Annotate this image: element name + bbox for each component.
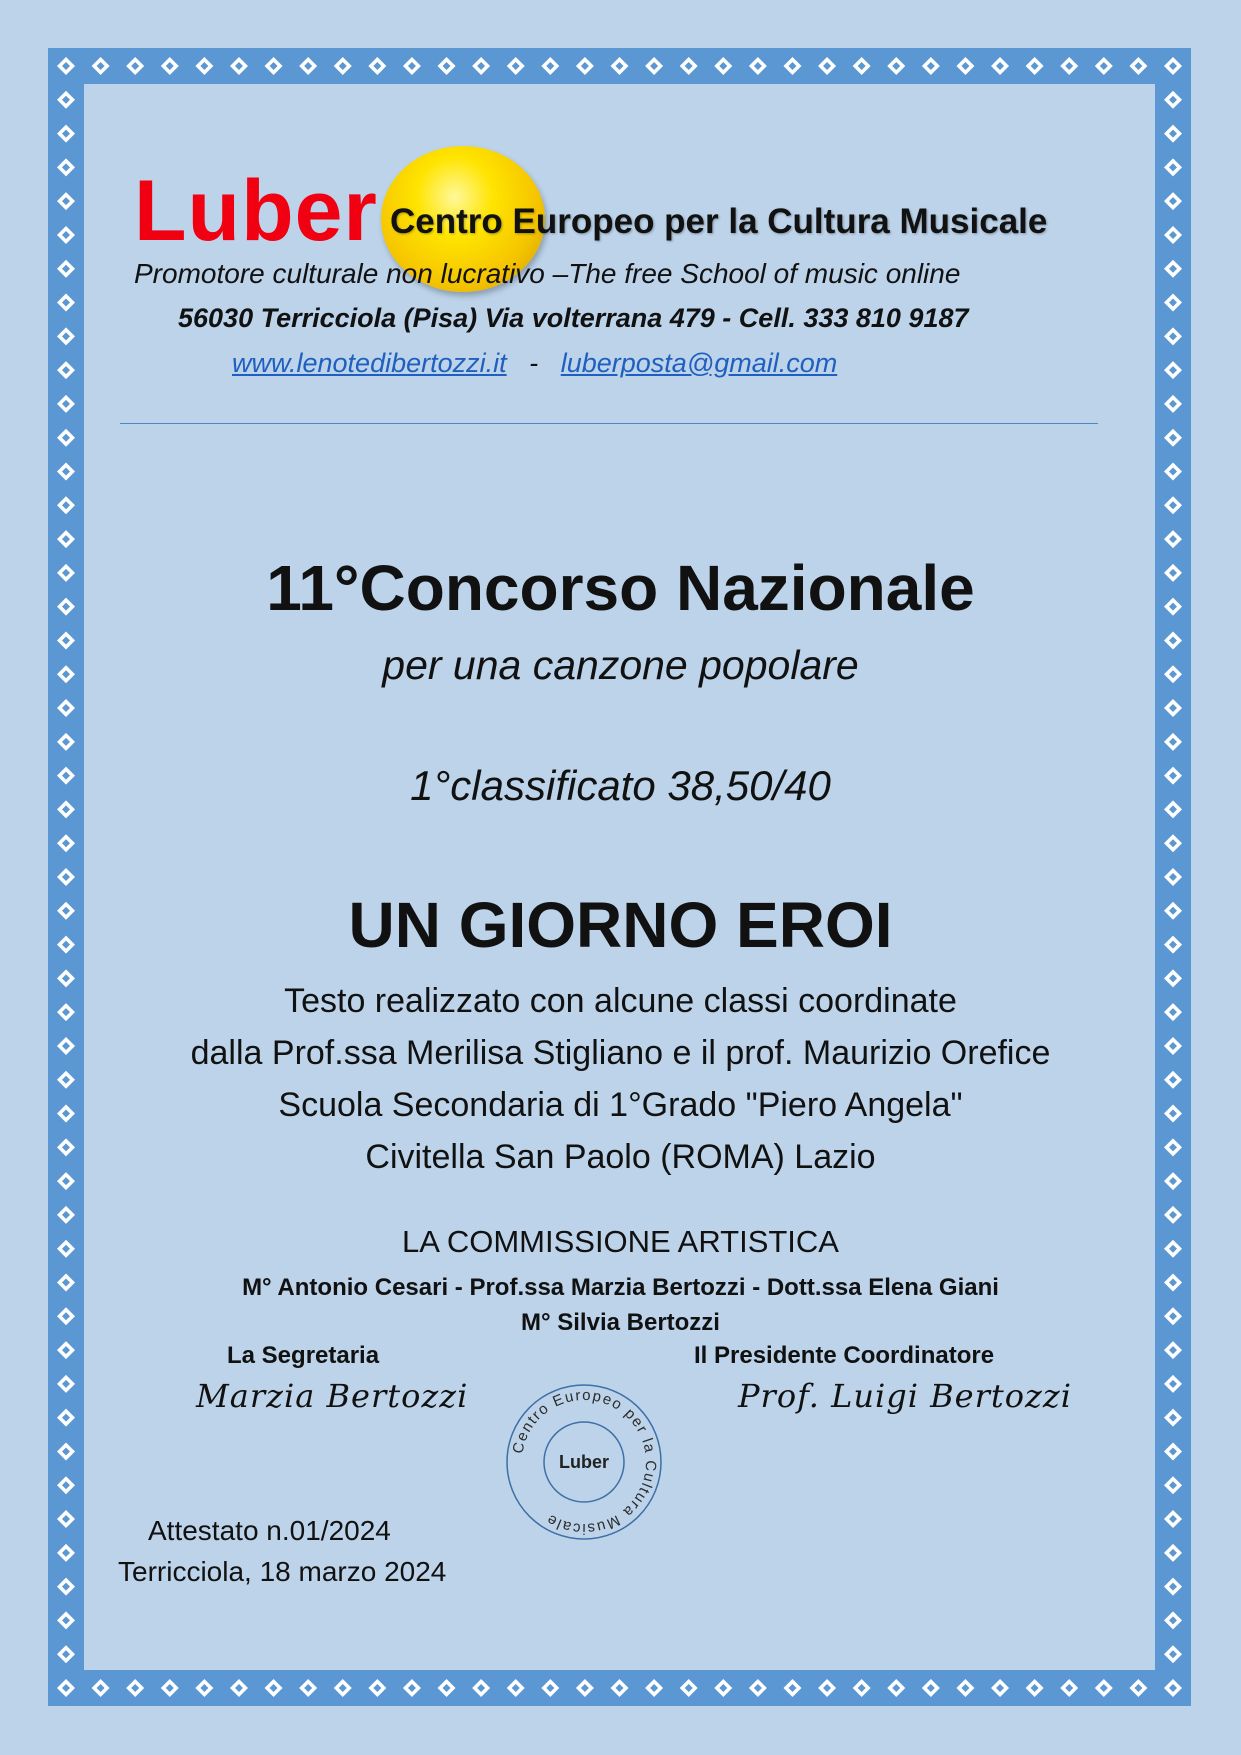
border-diamond (57, 1645, 75, 1663)
border-diamond (714, 1679, 732, 1697)
border-diamond (57, 158, 75, 176)
border-diamond (472, 57, 490, 75)
border-diamond (507, 1679, 525, 1697)
border-diamond (1164, 361, 1182, 379)
border-diamond (57, 1679, 75, 1697)
border-diamond (853, 57, 871, 75)
border-diamond (92, 1679, 110, 1697)
border-diamond (57, 226, 75, 244)
border-diamond (853, 1679, 871, 1697)
border-diamond (1164, 1645, 1182, 1663)
border-diamond (57, 699, 75, 717)
border-diamond (1164, 91, 1182, 109)
border-diamond (1164, 1679, 1182, 1697)
border-diamond (541, 1679, 559, 1697)
border-diamond (230, 1679, 248, 1697)
border-diamond (576, 57, 594, 75)
border-diamond (1164, 1206, 1182, 1224)
border-diamond (57, 192, 75, 210)
border-diamond (818, 1679, 836, 1697)
president-role: Il Presidente Coordinatore (694, 1342, 995, 1369)
link-separator: - (529, 348, 539, 378)
border-diamond (57, 1578, 75, 1596)
border-diamond (1164, 1578, 1182, 1596)
stamp-ring-text: Centro Europeo per la Cultura Musicale (509, 1386, 660, 1538)
border-diamond (57, 429, 75, 447)
border-diamond (1164, 260, 1182, 278)
border-diamond (57, 733, 75, 751)
border-diamond (1164, 192, 1182, 210)
border-diamond (1164, 733, 1182, 751)
border-diamond (887, 1679, 905, 1697)
border-diamond (57, 496, 75, 514)
border-diamond (1026, 57, 1044, 75)
border-diamond (472, 1679, 490, 1697)
commission-heading: LA COMMISSIONE ARTISTICA (402, 1224, 839, 1259)
description-line: Scuola Secondaria di 1°Grado "Piero Angela" (278, 1086, 963, 1124)
border-diamond (1095, 1679, 1113, 1697)
border-diamond (922, 1679, 940, 1697)
ranking-score: 1°classificato 38,50/40 (410, 762, 831, 809)
border-diamond (991, 1679, 1009, 1697)
border-diamond (299, 1679, 317, 1697)
border-diamond (57, 395, 75, 413)
border-diamond (887, 57, 905, 75)
members-line: M° Silvia Bertozzi (521, 1309, 720, 1336)
border-diamond (265, 1679, 283, 1697)
border-diamond (1164, 1341, 1182, 1359)
border-diamond (645, 1679, 663, 1697)
border-diamond (991, 57, 1009, 75)
border-diamond (1164, 158, 1182, 176)
border-diamond (541, 57, 559, 75)
border-diamond (334, 57, 352, 75)
email-link[interactable]: luberposta@gmail.com (560, 348, 838, 378)
border-diamond (507, 57, 525, 75)
border-diamond (195, 57, 213, 75)
border-diamond (749, 57, 767, 75)
border-diamond (922, 57, 940, 75)
border-diamond (1164, 395, 1182, 413)
border-diamond (1164, 1409, 1182, 1427)
border-diamond (1164, 1544, 1182, 1562)
secretary-signature: Marzia Bertozzi (196, 1377, 469, 1415)
border-diamond (956, 1679, 974, 1697)
official-stamp (500, 1382, 668, 1542)
border-diamond (1164, 1476, 1182, 1494)
border-diamond (57, 1476, 75, 1494)
border-diamond (57, 1206, 75, 1224)
border-diamond (680, 1679, 698, 1697)
members-line: M° Antonio Cesari - Prof.ssa Marzia Bertozzi - Dott.ssa Elena Giani (242, 1274, 999, 1301)
border-diamond (161, 57, 179, 75)
website-link[interactable]: www.lenotedibertozzi.it (232, 348, 507, 378)
border-diamond (1164, 125, 1182, 143)
president-signature: Prof. Luigi Bertozzi (738, 1377, 1072, 1415)
border-diamond (1164, 294, 1182, 312)
description-line: dalla Prof.ssa Merilisa Stigliano e il prof. Maurizio Orefice (190, 1034, 1051, 1072)
border-diamond (57, 1409, 75, 1427)
description-line: Civitella San Paolo (ROMA) Lazio (365, 1138, 876, 1176)
border-diamond (161, 1679, 179, 1697)
secretary-role: La Segretaria (227, 1342, 380, 1369)
border-diamond (57, 260, 75, 278)
border-diamond (57, 361, 75, 379)
border-diamond (438, 57, 456, 75)
header-divider (120, 423, 1098, 424)
border-diamond (57, 125, 75, 143)
border-diamond (1164, 834, 1182, 852)
commission-members (0, 1270, 1241, 1340)
competition-subtitle: per una canzone popolare (382, 642, 859, 688)
border-diamond (783, 57, 801, 75)
border-diamond (230, 57, 248, 75)
border-diamond (57, 530, 75, 548)
border-diamond (1164, 463, 1182, 481)
border-diamond (1026, 1679, 1044, 1697)
border-diamond (403, 1679, 421, 1697)
border-diamond (1164, 57, 1182, 75)
border-diamond (265, 57, 283, 75)
border-diamond (57, 57, 75, 75)
border-diamond (1164, 327, 1182, 345)
border-diamond (576, 1679, 594, 1697)
border-diamond (714, 57, 732, 75)
place-date: Terricciola, 18 marzo 2024 (118, 1556, 447, 1587)
border-diamond (1164, 868, 1182, 886)
border-diamond (126, 57, 144, 75)
border-diamond (1060, 1679, 1078, 1697)
border-diamond (1164, 429, 1182, 447)
border-diamond (749, 1679, 767, 1697)
border-diamond (956, 57, 974, 75)
border-diamond (57, 1510, 75, 1528)
border-diamond (645, 57, 663, 75)
certificate-number: Attestato n.01/2024 (148, 1515, 391, 1546)
contact-links (232, 348, 837, 379)
border-diamond (783, 1679, 801, 1697)
border-diamond (195, 1679, 213, 1697)
border-diamond (57, 1544, 75, 1562)
border-diamond (57, 294, 75, 312)
border-diamond (57, 91, 75, 109)
address: 56030 Terricciola (Pisa) Via volterrana 479 - Cell. 333 810 9187 (178, 303, 969, 333)
border-diamond (1129, 1679, 1147, 1697)
border-diamond (611, 57, 629, 75)
border-diamond (1164, 1442, 1182, 1460)
border-diamond (611, 1679, 629, 1697)
border-diamond (57, 868, 75, 886)
border-diamond (1164, 226, 1182, 244)
border-diamond (1164, 699, 1182, 717)
song-title: UN GIORNO EROI (348, 889, 893, 961)
border-diamond (368, 57, 386, 75)
border-diamond (57, 463, 75, 481)
border-diamond (1060, 57, 1078, 75)
border-diamond (368, 1679, 386, 1697)
border-diamond (680, 57, 698, 75)
border-diamond (1129, 57, 1147, 75)
border-diamond (1164, 1611, 1182, 1629)
border-diamond (299, 57, 317, 75)
brand-logo: Luber (134, 163, 378, 259)
border-diamond (334, 1679, 352, 1697)
border-diamond (92, 57, 110, 75)
border-diamond (57, 834, 75, 852)
border-diamond (1164, 530, 1182, 548)
border-diamond (1164, 496, 1182, 514)
border-diamond (818, 57, 836, 75)
description-line: Testo realizzato con alcune classi coordinate (284, 982, 957, 1020)
stamp-center-text: Luber (558, 1452, 610, 1472)
border-diamond (57, 327, 75, 345)
border-diamond (438, 1679, 456, 1697)
border-diamond (1164, 1375, 1182, 1393)
border-diamond (57, 1442, 75, 1460)
description (0, 975, 1241, 1183)
border-diamond (1164, 1510, 1182, 1528)
tagline: Promotore culturale non lucrativo –The free School of music online (134, 258, 961, 289)
border-diamond (403, 57, 421, 75)
competition-title: 11°Concorso Nazionale (266, 552, 975, 624)
border-diamond (1095, 57, 1113, 75)
border-diamond (57, 1375, 75, 1393)
organization-name: Centro Europeo per la Cultura Musicale (390, 202, 1048, 241)
border-diamond (57, 1611, 75, 1629)
border-diamond (57, 1341, 75, 1359)
border-diamond (126, 1679, 144, 1697)
